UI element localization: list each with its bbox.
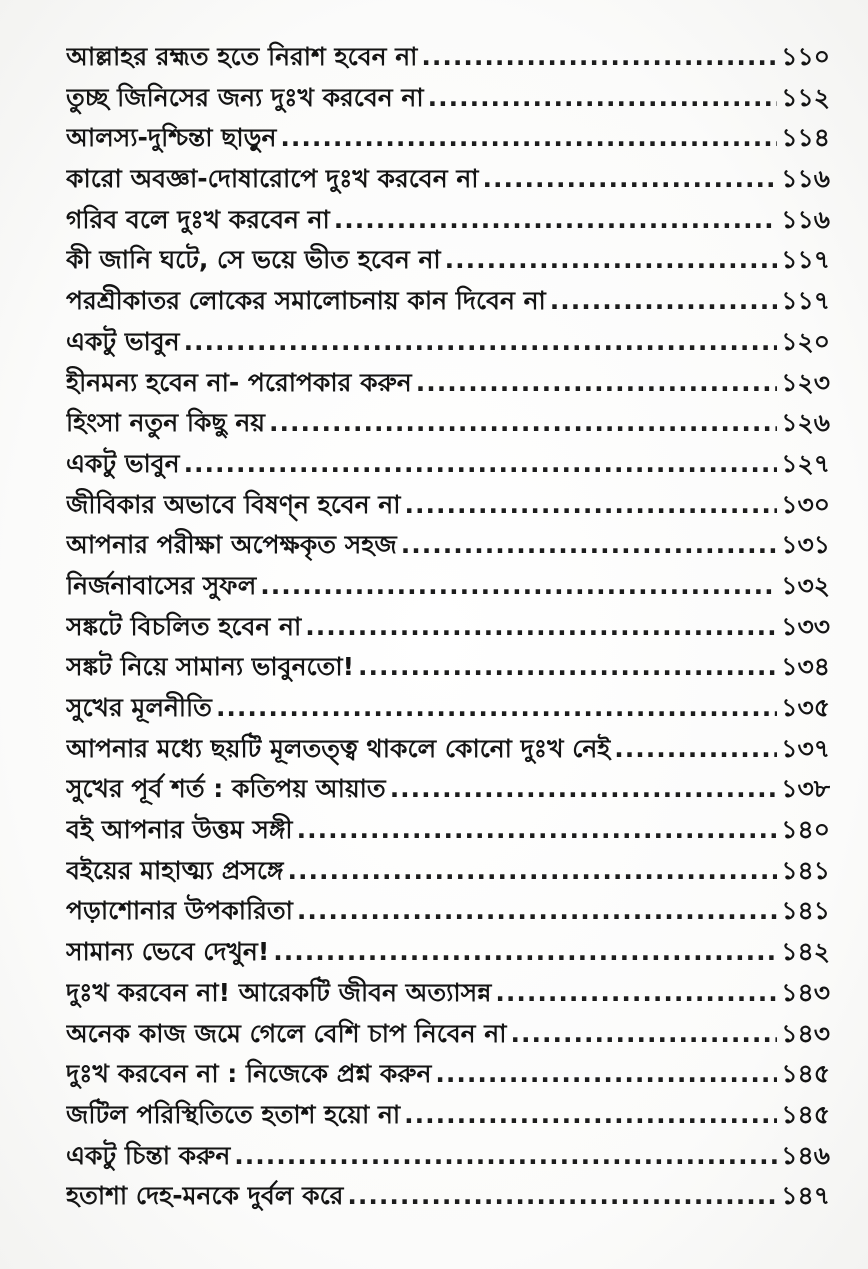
toc-entry <box>66 566 830 607</box>
toc-entry-title: কারো অবজ্ঞা-দোষারোপে দুঃখ করবেন না <box>66 164 479 194</box>
dot-leader <box>269 403 777 444</box>
toc-entry-title: পড়াশোনার উপকারিতা <box>66 896 293 926</box>
toc-entry-page-number: ১৪০ <box>781 815 830 845</box>
toc-entry <box>66 851 830 892</box>
dot-leader <box>358 647 777 688</box>
toc-entry <box>66 769 830 810</box>
toc-entry-page-number: ১৩৮ <box>781 774 830 804</box>
toc-entry <box>66 78 830 119</box>
toc-entry <box>66 159 830 200</box>
dot-leader <box>421 37 777 78</box>
toc-entry-title: বই আপনার উত্তম সঙ্গী <box>66 815 293 845</box>
dot-leader <box>288 851 778 892</box>
toc-entry-page-number: ১৪১ <box>781 896 830 926</box>
toc-entry-title: কী জানি ঘটে, সে ভয়ে ভীত হবেন না <box>66 245 441 275</box>
toc-entry-title: জটিল পরিস্থিতিতে হতাশ হয়ো না <box>66 1099 401 1129</box>
dot-leader <box>445 240 778 281</box>
toc-entry-title: হিংসা নতুন কিছু নয় <box>66 408 265 438</box>
toc-entry <box>66 37 830 78</box>
toc-entry-page-number: ১১৬ <box>781 204 830 234</box>
dot-leader <box>305 607 777 648</box>
toc-entry-page-number: ১৪৫ <box>781 1059 830 1089</box>
toc-entry-title: আপনার পরীক্ষা অপেক্ষকৃত সহজ <box>66 530 397 560</box>
toc-entry <box>66 1054 830 1095</box>
toc-entry <box>66 118 830 159</box>
toc-entry-page-number: ১৪৭ <box>781 1181 830 1211</box>
toc-entry-page-number: ১১২ <box>781 82 830 112</box>
dot-leader <box>334 200 778 241</box>
toc-entry-title: হীনমন্য হবেন না- পরোপকার করুন <box>66 367 412 397</box>
toc-entry-page-number: ১৪৫ <box>781 1099 830 1129</box>
toc-entry <box>66 525 830 566</box>
toc-entry <box>66 647 830 688</box>
dot-leader <box>390 769 778 810</box>
toc-entry <box>66 1176 830 1217</box>
toc-entry-title: সুখের মূলনীতি <box>66 693 212 722</box>
dot-leader <box>297 810 778 851</box>
toc-entry-page-number: ১১৬ <box>781 164 830 194</box>
toc-entry-page-number: ১১৭ <box>781 245 830 275</box>
dot-leader <box>273 932 777 973</box>
toc-entry-page-number: ১১৭ <box>781 286 830 316</box>
toc-entry-title: আপনার মধ্যে ছয়টি মূলতত্ত্ব থাকলে কোনো দুঃখ নেই <box>66 733 611 763</box>
toc-entry-title: একটু ভাবুন <box>66 448 180 478</box>
toc-entry-page-number: ১২০ <box>781 326 830 356</box>
toc-entry-page-number: ১২৭ <box>781 448 830 478</box>
toc-entry <box>66 485 830 526</box>
dot-leader <box>495 973 777 1014</box>
toc-entry <box>66 607 830 648</box>
dot-leader <box>234 1136 777 1177</box>
dot-leader <box>280 118 777 159</box>
dot-leader <box>550 281 778 322</box>
dot-leader <box>216 688 777 729</box>
toc-entry <box>66 240 830 281</box>
dot-leader <box>184 322 778 363</box>
toc-entry-page-number: ১৩৫ <box>781 693 830 722</box>
toc-entry-page-number: ১৪২ <box>781 937 830 967</box>
toc-entry-page-number: ১১৪ <box>781 123 830 153</box>
toc-entry-title: দুঃখ করবেন না! আরেকটি জীবন অত্যাসন্ন <box>66 977 492 1007</box>
dot-leader <box>510 1014 777 1055</box>
toc-entry-page-number: ১৩৭ <box>781 733 830 763</box>
toc-entry <box>66 810 830 851</box>
toc-entry <box>66 200 830 241</box>
toc-entry-title: পরশ্রীকাতর লোকের সমালোচনায় কান দিবেন না <box>66 286 546 316</box>
toc-entry <box>66 932 830 973</box>
toc-entry-page-number: ১২৩ <box>781 367 830 397</box>
toc-entry-page-number: ১১০ <box>781 42 830 71</box>
toc-entry-page-number: ১৪৩ <box>781 1018 830 1048</box>
dot-leader <box>404 485 777 526</box>
toc-entry-title: বইয়ের মাহাত্ম্য প্রসঙ্গে <box>66 855 284 885</box>
toc-entry-title: নির্জনাবাসের সুফল <box>66 570 257 600</box>
dot-leader <box>404 1095 777 1136</box>
dot-leader <box>401 525 778 566</box>
toc-entry <box>66 688 830 729</box>
dot-leader <box>435 1054 777 1095</box>
toc-entry-page-number: ১৩০ <box>781 489 830 519</box>
toc-entry <box>66 444 830 485</box>
toc-entry-title: সঙ্কটে বিচলিত হবেন না <box>66 611 302 641</box>
toc-entry <box>66 1014 830 1055</box>
toc-entry-title: দুঃখ করবেন না : নিজেকে প্রশ্ন করুন <box>66 1059 432 1089</box>
toc-entry-title: আলস্য-দুশ্চিন্তা ছাড়ুন <box>66 123 277 153</box>
toc-entry-page-number: ১৪৩ <box>781 977 830 1007</box>
toc-entry <box>66 1136 830 1177</box>
toc-entry-title: সুখের পূর্ব শর্ত : কতিপয় আয়াত <box>66 774 386 804</box>
toc-entry-title: সামান্য ভেবে দেখুন! <box>66 937 270 967</box>
toc-entry <box>66 729 830 770</box>
toc-entry-title: অনেক কাজ জমে গেলে বেশি চাপ নিবেন না <box>66 1018 507 1048</box>
toc-entry <box>66 403 830 444</box>
toc-entry <box>66 322 830 363</box>
dot-leader <box>614 729 777 770</box>
toc-entry <box>66 973 830 1014</box>
toc-entry-title: আল্লাহর রহ্মত হতে নিরাশ হবেন না <box>66 42 418 71</box>
toc-entry-title: একটু ভাবুন <box>66 326 180 356</box>
table-of-contents <box>66 37 830 1217</box>
toc-entry-title: জীবিকার অভাবে বিষণ্ন হবেন না <box>66 489 401 519</box>
toc-entry <box>66 363 830 404</box>
dot-leader <box>416 363 778 404</box>
dot-leader <box>260 566 777 607</box>
dot-leader <box>483 159 778 200</box>
toc-entry <box>66 1095 830 1136</box>
toc-entry-title: হতাশা দেহ-মনকে দুর্বল করে <box>66 1181 344 1211</box>
toc-entry-page-number: ১২৬ <box>781 408 830 438</box>
toc-entry-title: তুচ্ছ জিনিসের জন্য দুঃখ করবেন না <box>66 82 424 112</box>
toc-entry-title: গরিব বলে দুঃখ করবেন না <box>66 204 330 234</box>
toc-entry-page-number: ১৩৪ <box>781 652 830 682</box>
toc-entry-title: সঙ্কট নিয়ে সামান্য ভাবুনতো! <box>66 652 354 682</box>
toc-entry <box>66 281 830 322</box>
toc-entry-page-number: ১৩১ <box>781 530 830 560</box>
dot-leader <box>297 891 777 932</box>
dot-leader <box>184 444 778 485</box>
toc-entry-page-number: ১৩২ <box>781 570 830 600</box>
toc-entry-page-number: ১৩৩ <box>781 611 830 641</box>
dot-leader <box>347 1176 777 1217</box>
toc-entry-page-number: ১৪১ <box>781 855 830 885</box>
toc-entry-title: একটু চিন্তা করুন <box>66 1140 231 1170</box>
toc-entry <box>66 891 830 932</box>
dot-leader <box>428 78 778 119</box>
toc-entry-page-number: ১৪৬ <box>781 1140 830 1170</box>
